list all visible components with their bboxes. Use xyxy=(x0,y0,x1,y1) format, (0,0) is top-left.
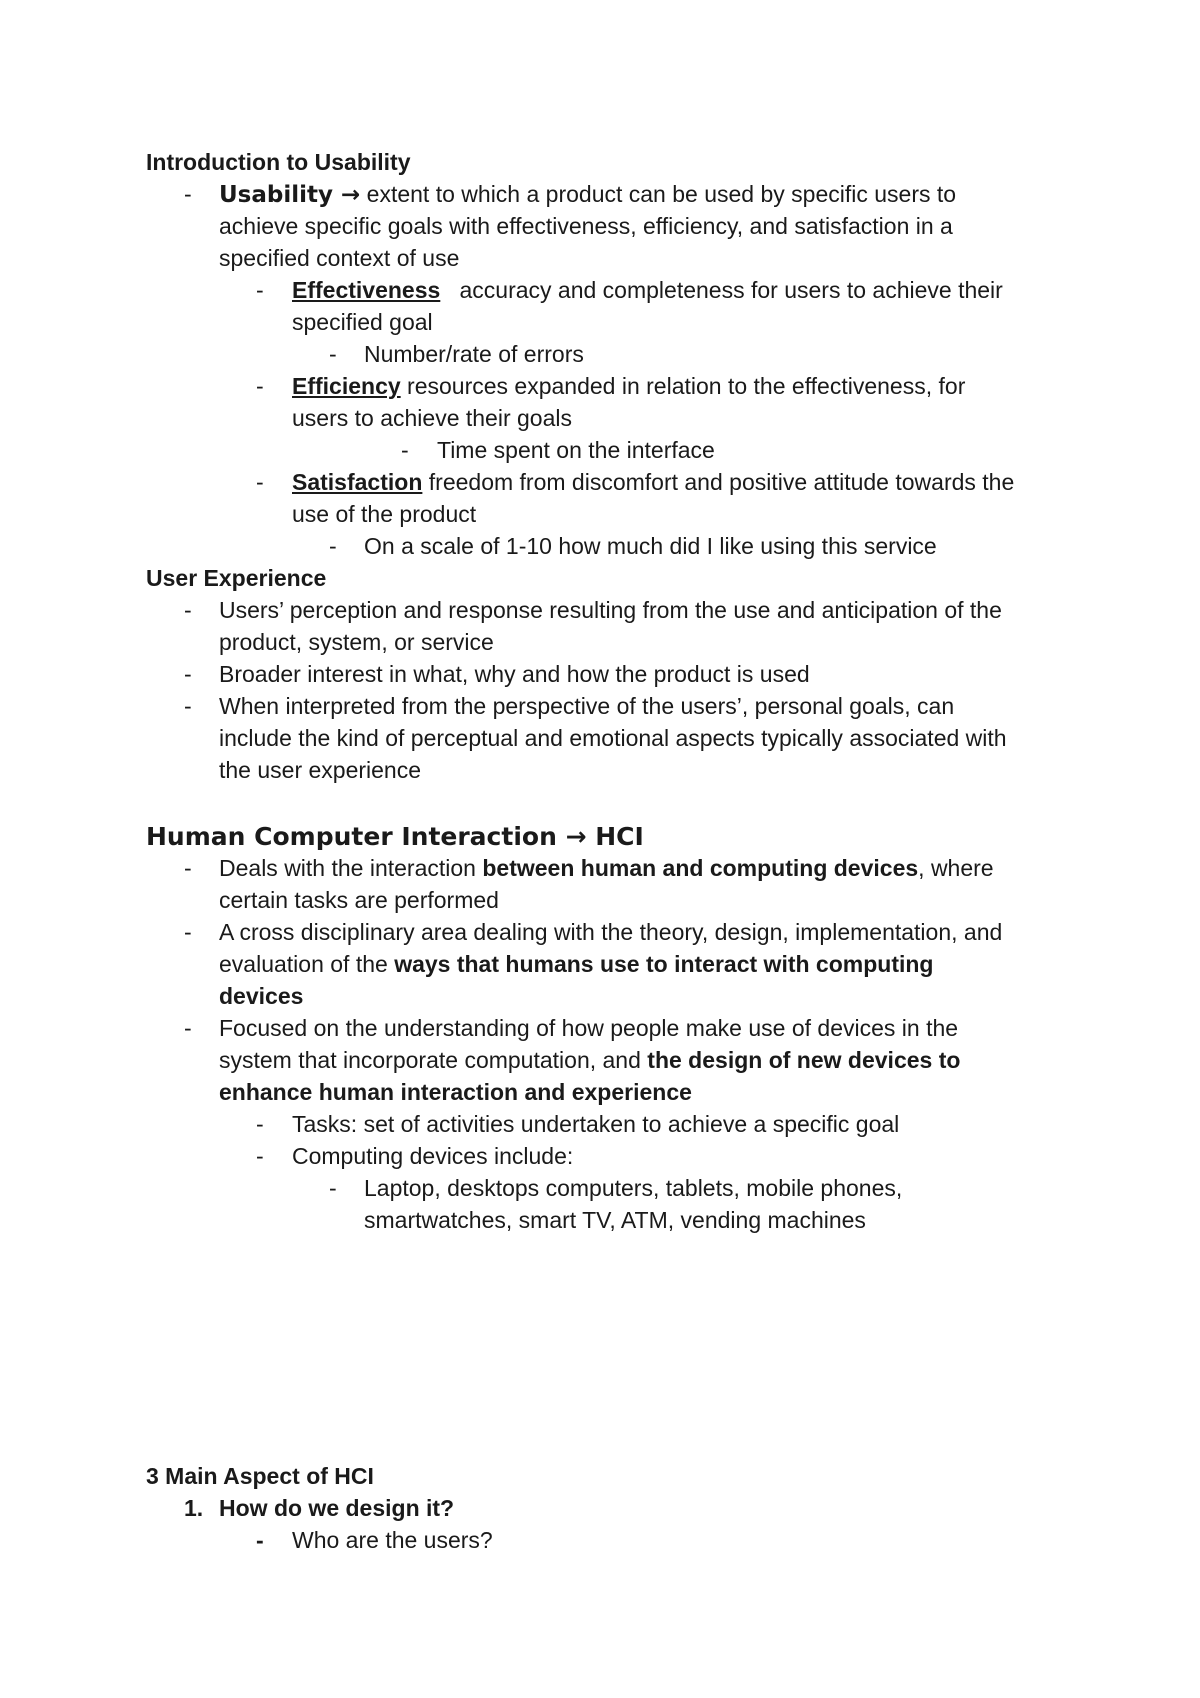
usability-def-line-2: achieve specific goals with effectiveness, efficiency, and satisfaction in a xyxy=(219,213,953,239)
ux-bullet-1-line-1: Users’ perception and response resulting from the use and anticipation of the xyxy=(219,597,1002,623)
bullet-dash: - xyxy=(329,1175,337,1201)
hci-bullet-3-line-1: Focused on the understanding of how people make use of devices in the xyxy=(219,1015,959,1041)
bullet-dash: - xyxy=(401,437,409,463)
hci-bullet-2-line-1: A cross disciplinary area dealing with the theory, design, implementation, and xyxy=(219,919,1003,945)
aspect-item-1-sub: Who are the users? xyxy=(292,1527,493,1553)
section-title-main-aspects: 3 Main Aspect of HCI xyxy=(146,1463,374,1489)
satisfaction-def-line-2: use of the product xyxy=(292,501,477,527)
bullet-dash: - xyxy=(184,597,192,623)
hci-b3-bold: the design of new devices to xyxy=(647,1047,961,1073)
hci-bullet-3-line-2 xyxy=(219,1044,960,1076)
hci-b3-text-a: system that incorporate computation, and xyxy=(219,1047,648,1073)
bullet-dash: - xyxy=(256,469,264,495)
section-title-user-experience: User Experience xyxy=(146,565,327,591)
hci-b2-text-a: evaluation of the xyxy=(219,951,395,977)
usability-term: Usability → xyxy=(219,182,361,208)
satisfaction-line xyxy=(292,466,1014,498)
ux-bullet-3-line-2: include the kind of perceptual and emotional aspects typically associated with xyxy=(219,725,1007,751)
list-number: 1. xyxy=(184,1495,204,1521)
ux-bullet-3-line-1: When interpreted from the perspective of the users’, personal goals, can xyxy=(219,693,955,719)
ux-bullet-2: Broader interest in what, why and how the product is used xyxy=(219,661,810,687)
bullet-dash: - xyxy=(256,1143,264,1169)
hci-bullet-1-line-1 xyxy=(219,852,994,884)
hci-sub-devices: Computing devices include: xyxy=(292,1143,574,1169)
section-title-hci: Human Computer Interaction → HCI xyxy=(146,822,644,851)
bullet-dash: - xyxy=(256,373,264,399)
usability-def-text: extent to which a product can be used by specific users to xyxy=(360,181,957,207)
ux-bullet-3-line-3: the user experience xyxy=(219,757,422,783)
hci-b1-text-c: , where xyxy=(918,855,994,881)
hci-b1-text-a: Deals with the interaction xyxy=(219,855,483,881)
bullet-dash: - xyxy=(256,277,264,303)
aspect-item-1: How do we design it? xyxy=(219,1495,455,1521)
ux-bullet-1-line-2: product, system, or service xyxy=(219,629,494,655)
bullet-dash: - xyxy=(329,533,337,559)
efficiency-def-line-2: users to achieve their goals xyxy=(292,405,572,431)
hci-bullet-2-line-3: devices xyxy=(219,983,304,1009)
bullet-dash: - xyxy=(184,181,192,207)
hci-bullet-1-line-2: certain tasks are performed xyxy=(219,887,499,913)
bullet-dash: - xyxy=(184,661,192,687)
bullet-dash: - xyxy=(256,1111,264,1137)
usability-definition-line xyxy=(219,178,956,210)
bullet-dash: - xyxy=(184,855,192,881)
efficiency-def: resources expanded in relation to the effectiveness, for xyxy=(400,373,966,399)
bullet-dash: - xyxy=(256,1527,264,1553)
hci-bullet-2-line-2 xyxy=(219,948,933,980)
hci-b2-bold: ways that humans use to interact with computing xyxy=(394,951,934,977)
effectiveness-term: Effectiveness xyxy=(292,277,441,303)
hci-devices-list-line-2: smartwatches, smart TV, ATM, vending machines xyxy=(364,1207,866,1233)
hci-sub-tasks: Tasks: set of activities undertaken to achieve a specific goal xyxy=(292,1111,900,1137)
hci-bullet-3-line-3: enhance human interaction and experience xyxy=(219,1079,692,1105)
effectiveness-def-line-2: specified goal xyxy=(292,309,433,335)
effectiveness-def: accuracy and completeness for users to achieve their xyxy=(440,277,1003,303)
hci-devices-list-line-1: Laptop, desktops computers, tablets, mobile phones, xyxy=(364,1175,903,1201)
bullet-dash: - xyxy=(184,693,192,719)
bullet-dash: - xyxy=(329,341,337,367)
section-title-usability: Introduction to Usability xyxy=(146,149,411,175)
effectiveness-sub-item: Number/rate of errors xyxy=(364,341,584,367)
satisfaction-term: Satisfaction xyxy=(292,469,423,495)
usability-def-line-3: specified context of use xyxy=(219,245,460,271)
satisfaction-sub-item: On a scale of 1-10 how much did I like using this service xyxy=(364,533,937,559)
efficiency-term: Efficiency xyxy=(292,373,401,399)
bullet-dash: - xyxy=(184,919,192,945)
hci-b1-bold: between human and computing devices xyxy=(482,855,919,881)
bullet-dash: - xyxy=(184,1015,192,1041)
effectiveness-line xyxy=(292,274,1003,306)
efficiency-sub-item: Time spent on the interface xyxy=(437,437,715,463)
satisfaction-def: freedom from discomfort and positive attitude towards the xyxy=(422,469,1015,495)
efficiency-line xyxy=(292,370,965,402)
